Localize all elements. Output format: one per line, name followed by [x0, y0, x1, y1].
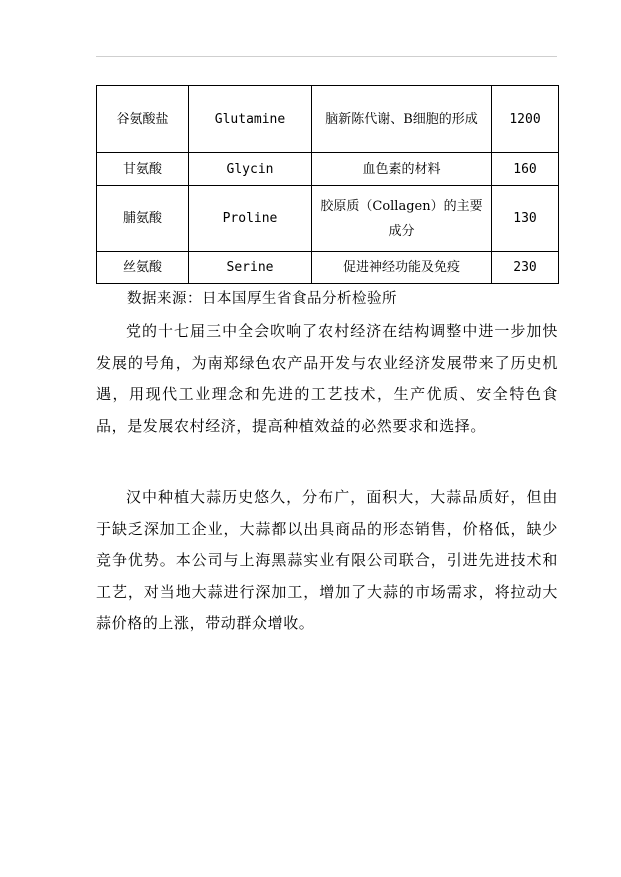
- amino-value-cell: 1200: [492, 86, 559, 153]
- amino-english-cell: Proline: [189, 186, 312, 252]
- amino-value-cell: 160: [492, 153, 559, 186]
- amino-value-cell: 230: [492, 252, 559, 284]
- table-row: [97, 153, 559, 186]
- paragraph-policy: 党的十七届三中全会吹响了农村经济在结构调整中进一步加快发展的号角，为南郑绿色农产品开发与农业经济发展带来了历史机遇，用现代工业理念和先进的工艺技术，生产优质、安全特色食品，是发展农村经济，提高种植效益的必然要求和选择。: [96, 322, 558, 435]
- amino-name-cell: 丝氨酸: [97, 252, 189, 284]
- paragraph-garlic: 汉中种植大蒜历史悠久，分布广，面积大，大蒜品质好，但由于缺乏深加工企业，大蒜都以出具商品的形态销售，价格低，缺少竞争优势。本公司与上海黑蒜实业有限公司联合，引进先进技术和工艺，对当地大蒜进行深加工，增加了大蒜的市场需求，将拉动大蒜价格的上涨，带动群众增收。: [96, 488, 558, 632]
- amino-acid-table: [96, 85, 559, 284]
- table-row: [97, 86, 559, 153]
- table-row: [97, 252, 559, 284]
- amino-function-cell: 胶原质（Collagen）的主要成分: [312, 186, 492, 252]
- amino-name-cell: 脯氨酸: [97, 186, 189, 252]
- amino-function-cell: 血色素的材料: [312, 153, 492, 186]
- header-rule: [96, 56, 557, 57]
- amino-name-cell: 谷氨酸盐: [97, 86, 189, 153]
- amino-name-cell: 甘氨酸: [97, 153, 189, 186]
- data-source-note: 数据来源：日本国厚生省食品分析检验所: [127, 291, 397, 307]
- amino-english-cell: Serine: [189, 252, 312, 284]
- amino-function-cell: 脑新陈代谢、B细胞的形成: [312, 86, 492, 153]
- amino-english-cell: Glutamine: [189, 86, 312, 153]
- amino-function-cell: 促进神经功能及免疫: [312, 252, 492, 284]
- amino-english-cell: Glycin: [189, 153, 312, 186]
- table-row: [97, 186, 559, 252]
- amino-value-cell: 130: [492, 186, 559, 252]
